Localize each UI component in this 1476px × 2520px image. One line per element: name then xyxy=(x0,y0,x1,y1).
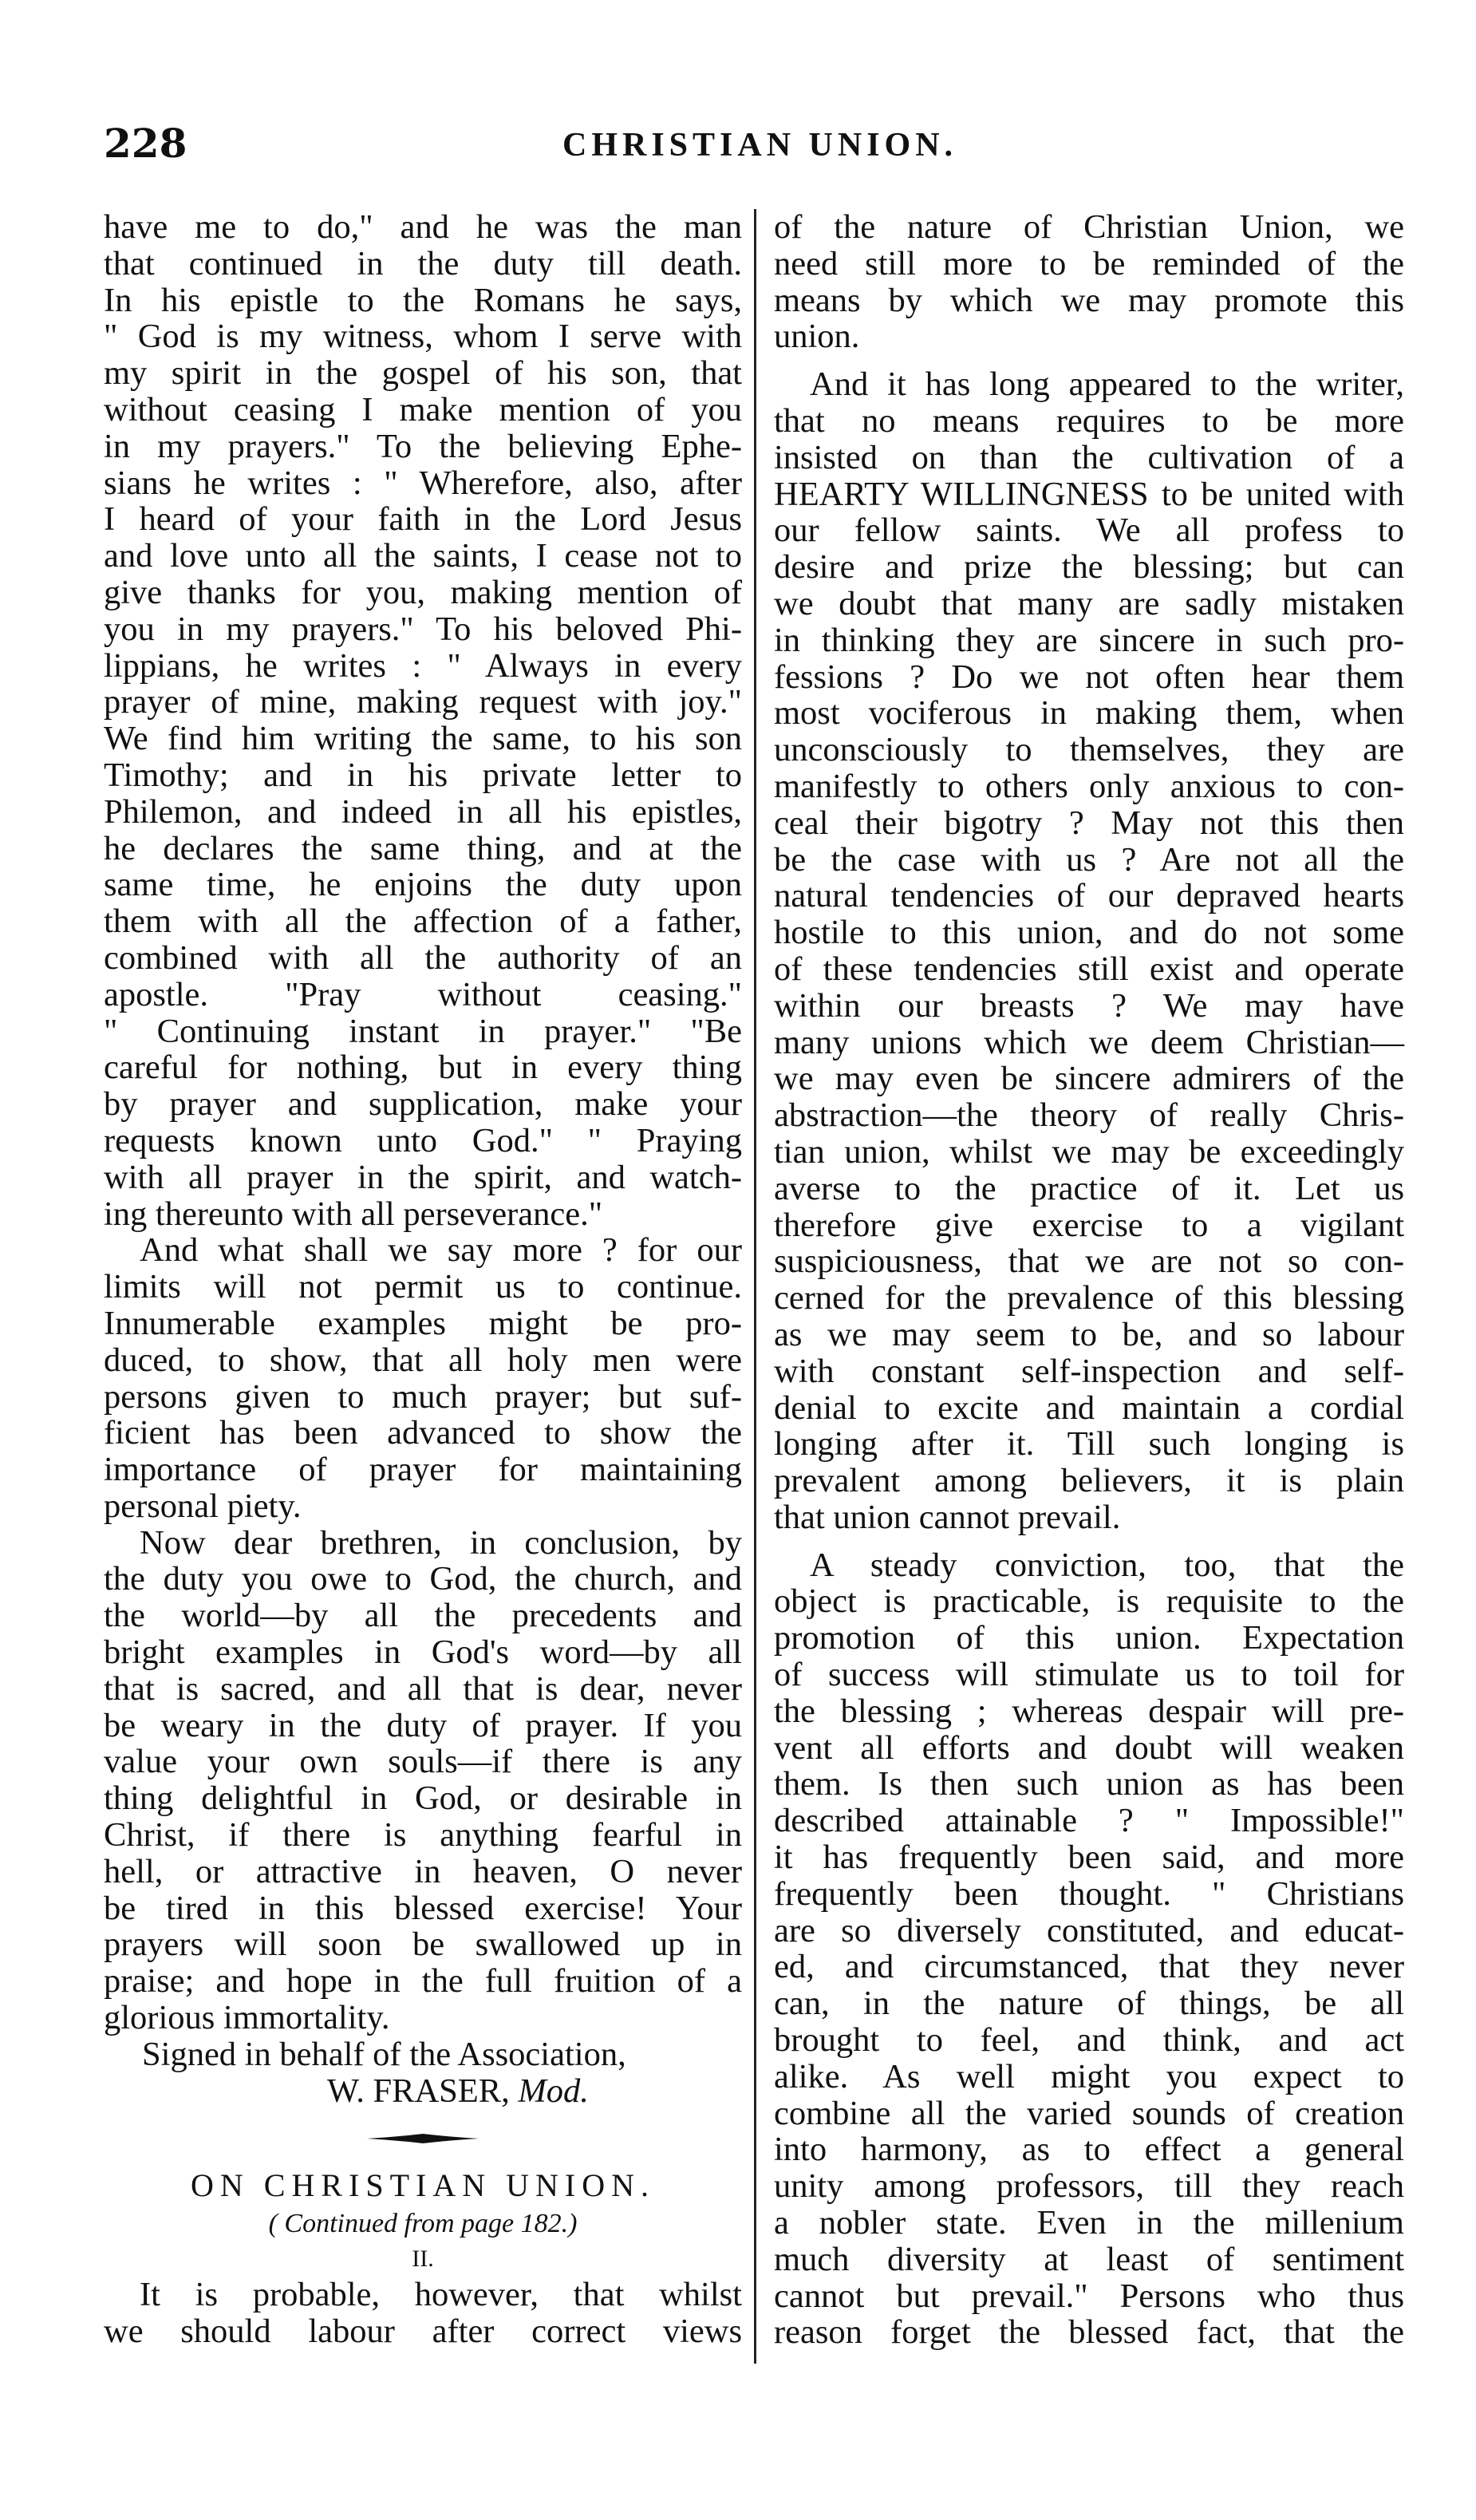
text-line: careful for nothing, but in every thing xyxy=(104,1049,742,1087)
text-line: vent all efforts and doubt will weaken xyxy=(774,1728,1404,1767)
text-line: cerned for the prevalence of this blessing xyxy=(774,1279,1404,1317)
text-line: " Continuing instant in prayer." "Be xyxy=(104,1012,742,1050)
text-line: ing thereunto with all perseverance." xyxy=(104,1195,603,1233)
text-line: Timothy; and in his private letter to xyxy=(104,756,742,794)
left-para-4 xyxy=(104,2277,742,2350)
text-line: suspiciousness, that we are not so con- xyxy=(774,1242,1404,1281)
text-line: of success will stimulate us to toil for xyxy=(774,1656,1404,1694)
left-para-3 xyxy=(104,1525,742,2036)
text-line: promotion of this union. Expectation xyxy=(774,1619,1404,1657)
text-line: fessions ? Do we not often hear them xyxy=(774,658,1404,696)
text-line: our fellow saints. We all profess to xyxy=(774,512,1404,550)
running-head: CHRISTIAN UNION. xyxy=(562,127,958,164)
text-line: Now dear brethren, in conclusion, by xyxy=(140,1523,742,1562)
text-line: in thinking they are sincere in such pro- xyxy=(774,621,1404,659)
text-line: duced, to show, that all holy men were xyxy=(104,1341,742,1379)
text-line: that is sacred, and all that is dear, never xyxy=(104,1669,742,1708)
text-line: tian union, whilst we may be exceedingly xyxy=(774,1132,1404,1171)
text-line: Philemon, and indeed in all his epistles, xyxy=(104,792,742,831)
text-line: frequently been thought. " Christians xyxy=(774,1874,1404,1913)
signature xyxy=(104,2073,742,2110)
right-para-2 xyxy=(774,366,1404,1536)
text-line: it has frequently been said, and more xyxy=(774,1839,1404,1877)
text-line: many unions which we deem Christian— xyxy=(774,1023,1404,1061)
text-line: ceal their bigotry ? May not this then xyxy=(774,804,1404,842)
text-line: therefore give exercise to a vigilant xyxy=(774,1206,1404,1244)
text-line: as we may seem to be, and so labour xyxy=(774,1315,1404,1353)
text-line: averse to the practice of it. Let us xyxy=(774,1169,1404,1207)
text-line: persons given to much prayer; but suf- xyxy=(104,1377,742,1416)
text-line: a nobler state. Even in the millenium xyxy=(774,2204,1404,2242)
text-line: the blessing ; whereas despair will pre- xyxy=(774,1692,1404,1730)
text-line: insisted on than the cultivation of a xyxy=(774,438,1404,476)
text-line: longing after it. Till such longing is xyxy=(774,1425,1404,1463)
text-line: with all prayer in the spirit, and watch- xyxy=(104,1158,742,1196)
section-title: ON CHRISTIAN UNION. xyxy=(191,2167,655,2204)
continued-note: ( Continued from page 182.) xyxy=(268,2209,578,2239)
text-line: without ceasing I make mention of you xyxy=(104,390,742,429)
text-line: personal piety. xyxy=(104,1487,302,1525)
paragraph-gap xyxy=(774,355,1404,366)
text-line: value your own souls—if there is any xyxy=(104,1743,742,1781)
text-line: the duty you owe to God, the church, and xyxy=(104,1560,742,1598)
page-header xyxy=(104,120,1396,184)
left-para-2 xyxy=(104,1232,742,1524)
text-line: we may even be sincere admirers of the xyxy=(774,1060,1404,1098)
text-line: unconsciously to themselves, they are xyxy=(774,731,1404,769)
page-number: 228 xyxy=(104,120,187,167)
text-line: same time, he enjoins the duty upon xyxy=(104,866,742,904)
text-line: sians he writes : " Wherefore, also, after xyxy=(104,464,742,502)
text-line: have me to do," and he was the man xyxy=(104,208,742,246)
text-line: requests known unto God." " Praying xyxy=(104,1121,742,1159)
text-line: HEARTY WILLINGNESS to be united with xyxy=(774,475,1404,513)
text-line: described attainable ? " Impossible!" xyxy=(774,1802,1404,1840)
text-line: In his epistle to the Romans he says, xyxy=(104,281,742,319)
text-line: my spirit in the gospel of his son, that xyxy=(104,354,742,393)
text-line: glorious immortality. xyxy=(104,1999,390,2037)
text-line: are so diversely constituted, and educat- xyxy=(774,1911,1404,1949)
text-line: ed, and circumstanced, that they never xyxy=(774,1948,1404,1986)
text-line: And it has long appeared to the writer, xyxy=(810,365,1404,404)
text-line: brought to feel, and think, and act xyxy=(774,2021,1404,2060)
text-line: importance of prayer for maintaining xyxy=(104,1451,742,1489)
signed-line: Signed in behalf of the Association, xyxy=(142,2035,626,2073)
text-line: he declares the same thing, and at the xyxy=(104,829,742,867)
text-line: by prayer and supplication, make your xyxy=(104,1085,742,1124)
text-line: limits will not permit us to continue. xyxy=(104,1268,742,1306)
text-line: praise; and hope in the full fruition of a xyxy=(104,1962,742,2001)
text-line: lippians, he writes : " Always in every xyxy=(104,646,742,685)
text-line: A steady conviction, too, that the xyxy=(810,1546,1404,1584)
text-line: reason forget the blessed fact, that the xyxy=(774,2313,1404,2352)
text-line: alike. As well might you expect to xyxy=(774,2057,1404,2095)
text-line: be tired in this blessed exercise! Your xyxy=(104,1889,742,1927)
text-line: It is probable, however, that whilst xyxy=(140,2276,742,2314)
text-line: can, in the nature of things, be all xyxy=(774,1985,1404,2023)
text-line: hostile to this union, and do not some xyxy=(774,914,1404,952)
text-line: We find him writing the same, to his son xyxy=(104,720,742,758)
text-line: in my prayers." To the believing Ephe- xyxy=(104,427,742,465)
text-line: be weary in the duty of prayer. If you xyxy=(104,1706,742,1744)
text-line: cannot but prevail." Persons who thus xyxy=(774,2277,1404,2315)
left-column xyxy=(104,209,742,2350)
text-line: thing delightful in God, or desirable in xyxy=(104,1779,742,1818)
section-numeral: II. xyxy=(412,2245,434,2273)
text-line: abstraction—the theory of really Chris- xyxy=(774,1096,1404,1135)
text-line: Christ, if there is anything fearful in xyxy=(104,1816,742,1854)
text-line: of these tendencies still exist and operate xyxy=(774,950,1404,988)
signature-role: Mod. xyxy=(518,2072,589,2110)
text-line: them. Is then such union as has been xyxy=(774,1765,1404,1803)
text-line: object is practicable, is requisite to the xyxy=(774,1582,1404,1621)
text-line: apostle. "Pray without ceasing." xyxy=(104,975,742,1013)
text-line: ficient has been advanced to show the xyxy=(104,1414,742,1452)
text-line: much diversity at least of sentiment xyxy=(774,2240,1404,2278)
left-para-1 xyxy=(104,209,742,1232)
text-line: manifestly to others only anxious to con- xyxy=(774,767,1404,805)
paragraph-gap xyxy=(774,1536,1404,1547)
text-line: And what shall we say more ? for our xyxy=(140,1231,742,1270)
text-line: of the nature of Christian Union, we xyxy=(774,208,1404,246)
right-para-1 xyxy=(774,209,1404,355)
text-line: we should labour after correct views xyxy=(104,2313,742,2351)
text-line: the world—by all the precedents and xyxy=(104,1597,742,1635)
text-line: hell, or attractive in heaven, O never xyxy=(104,1852,742,1890)
text-line: bright examples in God's word—by all xyxy=(104,1633,742,1672)
text-line: within our breasts ? We may have xyxy=(774,986,1404,1025)
ornament-icon xyxy=(367,2133,479,2144)
ornament-rule xyxy=(104,2109,742,2165)
text-line: I heard of your faith in the Lord Jesus xyxy=(104,500,742,539)
text-line: Innumerable examples might be pro- xyxy=(104,1304,742,1342)
text-line: that no means requires to be more xyxy=(774,401,1404,440)
text-line: combine all the varied sounds of creation xyxy=(774,2094,1404,2132)
text-line: " God is my witness, whom I serve with xyxy=(104,318,742,356)
text-line: them with all the affection of a father, xyxy=(104,903,742,941)
text-line: prayer of mine, making request with joy." xyxy=(104,683,742,721)
text-line: natural tendencies of our depraved hearts xyxy=(774,877,1404,915)
text-line: need still more to be reminded of the xyxy=(774,244,1404,282)
text-line: denial to excite and maintain a cordial xyxy=(774,1388,1404,1427)
text-line: unity among professors, till they reach xyxy=(774,2167,1404,2206)
text-line: we doubt that many are sadly mistaken xyxy=(774,584,1404,622)
text-line: be the case with us ? Are not all the xyxy=(774,840,1404,879)
text-line: most vociferous in making them, when xyxy=(774,694,1404,733)
text-line: desire and prize the blessing; but can xyxy=(774,548,1404,587)
text-line: give thanks for you, making mention of xyxy=(104,573,742,611)
text-line: prevalent among believers, it is plain xyxy=(774,1462,1404,1500)
text-line: combined with all the authority of an xyxy=(104,938,742,977)
text-line: means by which we may promote this xyxy=(774,281,1404,319)
text-line: you in my prayers." To his beloved Phi- xyxy=(104,610,742,648)
column-rule xyxy=(754,209,756,2364)
signature-name: W. FRASER, xyxy=(327,2072,510,2110)
text-line: that union cannot prevail. xyxy=(774,1498,1121,1536)
text-line: into harmony, as to effect a general xyxy=(774,2131,1404,2169)
text-line: union. xyxy=(774,318,860,356)
text-line: and love unto all the saints, I cease not to xyxy=(104,537,742,575)
text-line: that continued in the duty till death. xyxy=(104,244,742,282)
right-para-3 xyxy=(774,1547,1404,2352)
text-line: prayers will soon be swallowed up in xyxy=(104,1926,742,1964)
text-line: with constant self-inspection and self- xyxy=(774,1352,1404,1390)
right-column xyxy=(774,209,1404,2351)
